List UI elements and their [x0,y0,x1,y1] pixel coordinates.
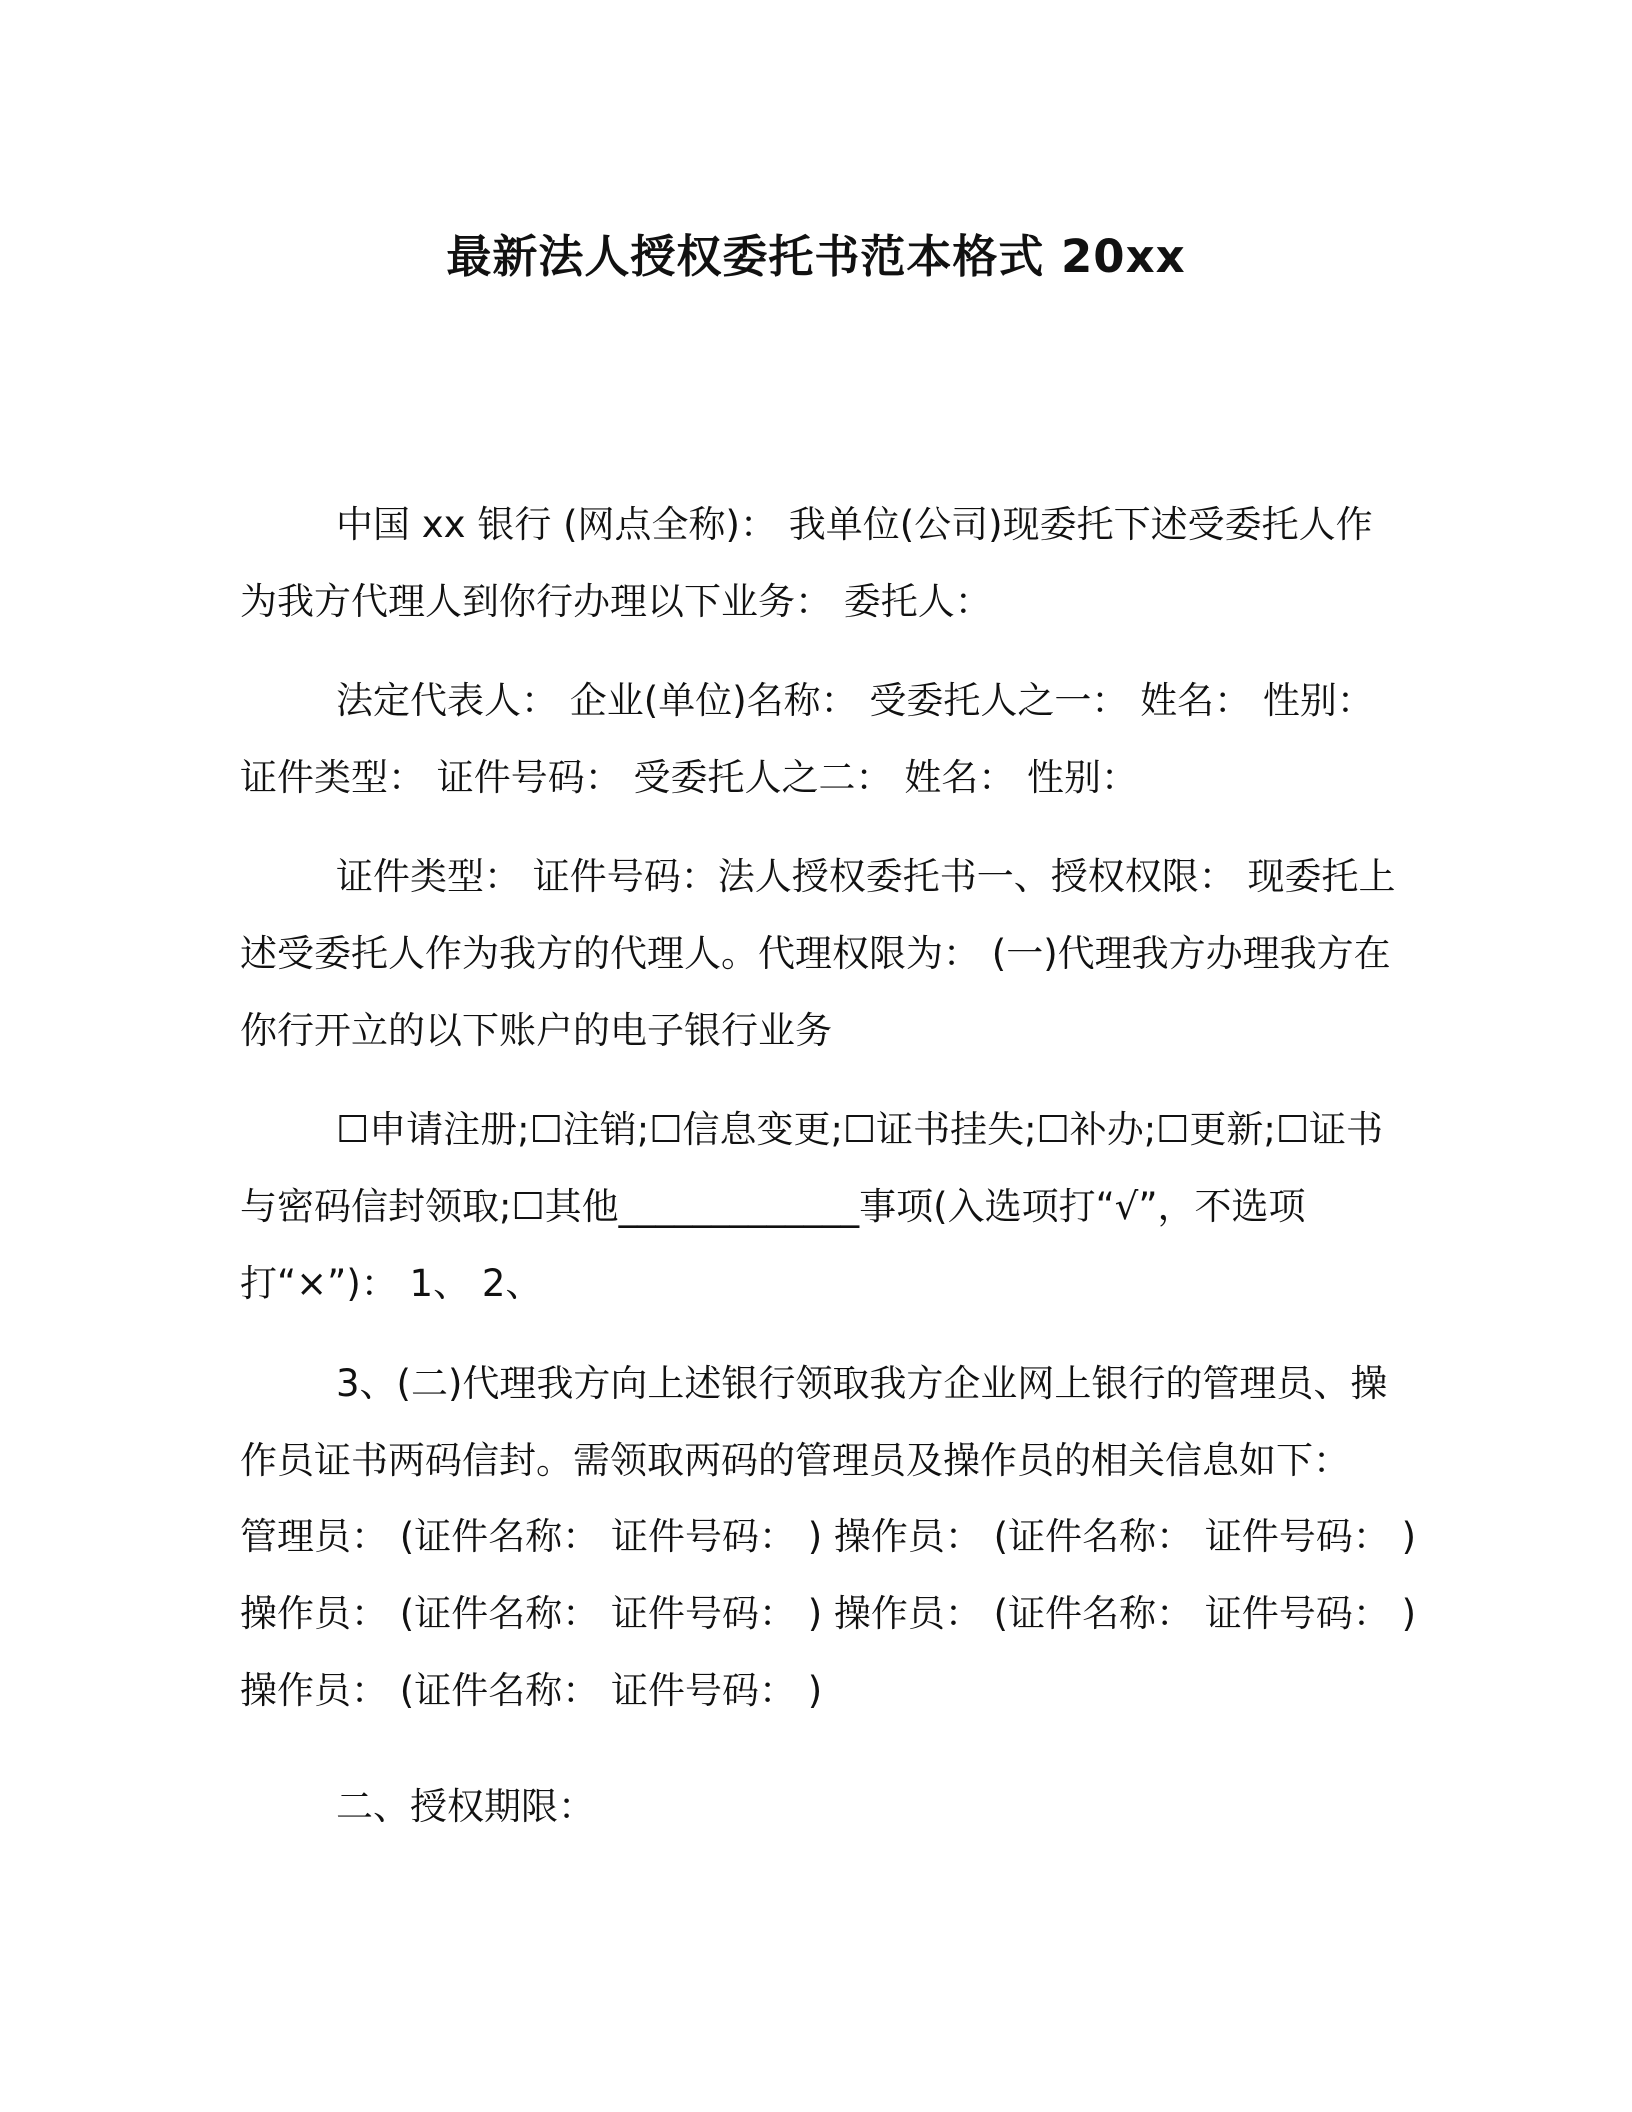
section-authorization-period: 二、授权期限： [336,1785,595,1828]
paragraph-business-options: ☐申请注册;☐注销;☐信息变更;☐证书挂失;☐补办;☐更新;☐证书与密码信封领取;☐其他_____________事项(入选项打“√”，不选项打“×”)： 1、 2、 [240,1108,1383,1305]
operator-line-3: 操作员： (证件名称： 证件号码： ) [240,1669,823,1712]
paragraph-bank-intro: 中国 xx 银行 (网点全称)： 我单位(公司)现委托下述受委托人作为我方代理人到你行办理以下业务： 委托人： [240,503,1373,623]
paragraph-representative-info: 法定代表人： 企业(单位)名称： 受委托人之一： 姓名： 性别：证件类型： 证件号码： 受委托人之二： 姓名： 性别： [240,679,1374,799]
document-title: 最新法人授权委托书范本格式 20xx [446,230,1186,283]
operator-line-2: 操作员： (证件名称： 证件号码： ) 操作员： (证件名称： 证件号码： ) [240,1592,1417,1635]
admin-operator-line-1: 管理员： (证件名称： 证件号码： ) 操作员： (证件名称： 证件号码： ) [240,1515,1417,1558]
paragraph-authority-scope: 证件类型： 证件号码：法人授权委托书一、授权权限： 现委托上述受委托人作为我方的代理人。代理权限为： (一)代理我方办理我方在你行开立的以下账户的电子银行业务 [240,855,1396,1052]
paragraph-certificate-collection: 3、(二)代理我方向上述银行领取我方企业网上银行的管理员、操作员证书两码信封。需领取两码的管理员及操作员的相关信息如下： [240,1362,1388,1482]
